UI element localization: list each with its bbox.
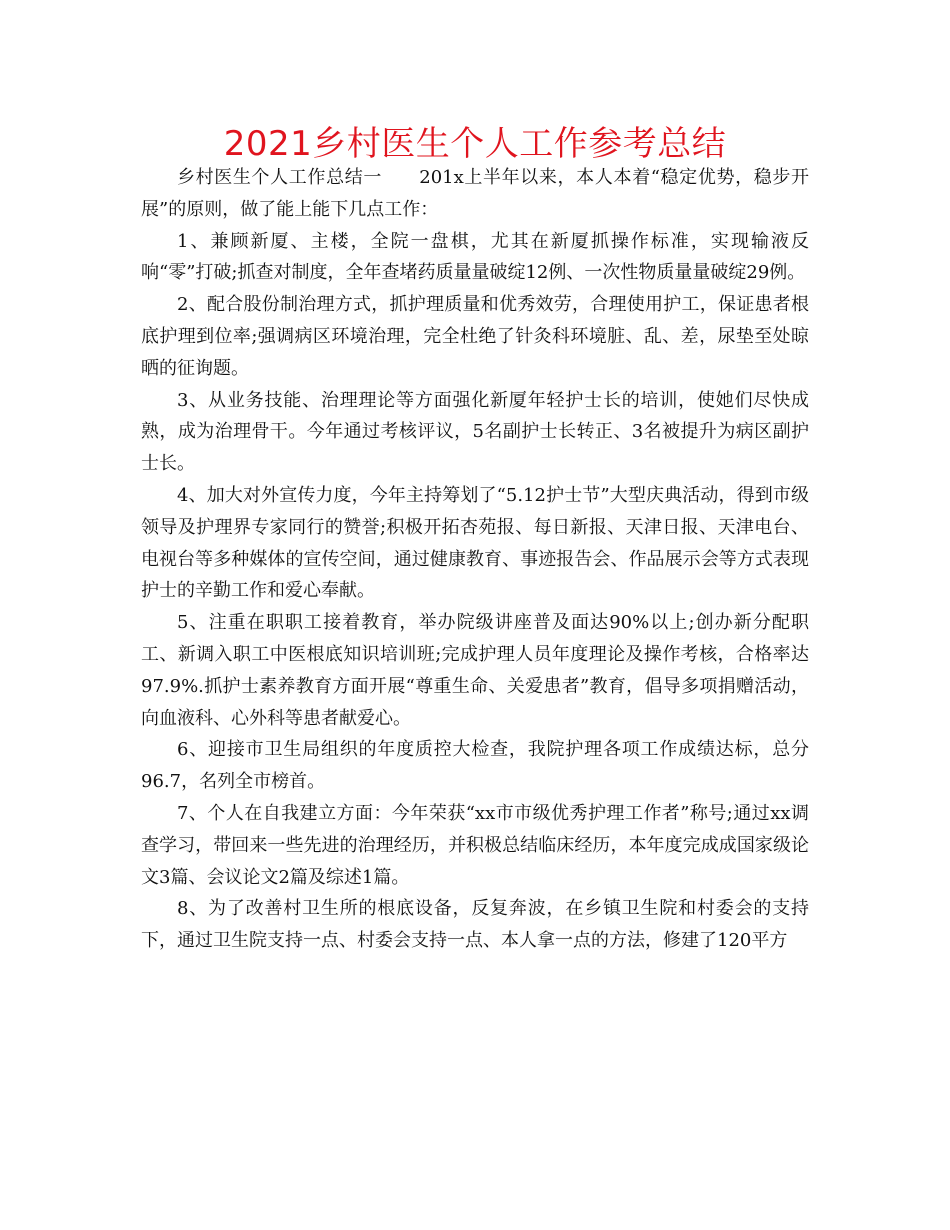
paragraph-4: 4、加大对外宣传力度，今年主持筹划了“5.12护士节”大型庆典活动，得到市级领导及护理界专家同行的赞誉;积极开拓杏苑报、每日新报、天津日报、天津电台、电视台等多种媒体的宣传空间，通过健康教育、事迹报告会、作品展示会等方式表现护士的辛勤工作和爱心奉献。 [141, 484, 809, 602]
paragraph-7: 7、个人在自我建立方面：今年荣获“xx市市级优秀护理工作者”称号;通过xx调查学习，带回来一些先进的治理经历，并积极总结临床经历，本年度完成成国家级论文3篇、会议论文2篇及综述1篇。 [141, 802, 809, 888]
document-body [141, 162, 809, 957]
paragraph-2: 2、配合股份制治理方式，抓护理质量和优秀效劳，合理使用护工，保证患者根底护理到位率;强调病区环境治理，完全杜绝了针灸科环境脏、乱、差，尿垫至处晾晒的征询题。 [141, 294, 809, 379]
paragraph-intro: 乡村医生个人工作总结一 201x上半年以来，本人本着“稳定优势，稳步开展”的原则，做了能上能下几点工作： [141, 167, 809, 220]
paragraph-3: 3、从业务技能、治理理论等方面强化新厦年轻护士长的培训，使她们尽快成熟，成为治理骨干。今年通过考核评议，5名副护士长转正、3名被提升为病区副护士长。 [141, 389, 809, 475]
paragraph-5: 5、注重在职职工接着教育，举办院级讲座普及面达90%以上;创办新分配职工、新调入职工中医根底知识培训班;完成护理人员年度理论及操作考核，合格率达97.9%.抓护士素养教育方面开展“尊重生命、关爱患者”教育，倡导多项捐赠活动，向血液科、心外科等患者献爱心。 [141, 612, 809, 729]
paragraph-8: 8、为了改善村卫生所的根底设备，反复奔波，在乡镇卫生院和村委会的支持下，通过卫生院支持一点、村委会支持一点、本人拿一点的方法，修建了120平方 [141, 898, 809, 952]
paragraph-6: 6、迎接市卫生局组织的年度质控大检查，我院护理各项工作成绩达标，总分96.7，名列全市榜首。 [141, 739, 809, 793]
document-title: 2021乡村医生个人工作参考总结 [223, 124, 727, 164]
paragraph-1: 1、兼顾新厦、主楼，全院一盘棋，尤其在新厦抓操作标准，实现输液反响“零”打破;抓查对制度，全年查堵药质量量破绽12例、一次性物质量量破绽29例。 [141, 230, 809, 284]
